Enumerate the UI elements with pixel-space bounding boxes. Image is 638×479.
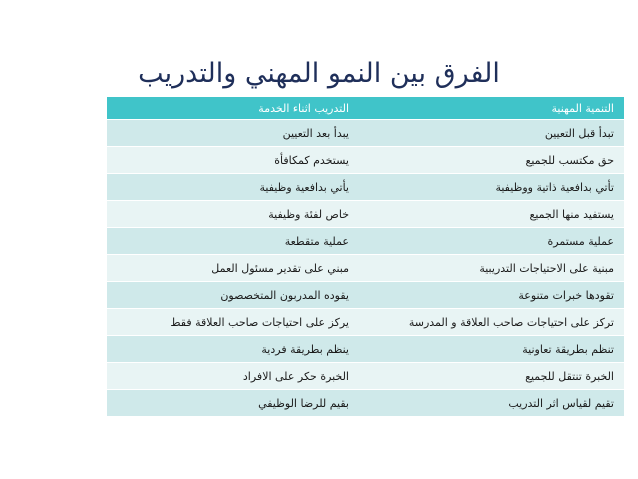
table-row	[107, 309, 624, 336]
table-cell: ينظم بطريقة فردية	[107, 336, 359, 363]
table-cell: تبدأ قبل التعيين	[359, 120, 624, 147]
table-row	[107, 390, 624, 417]
table-cell: حق مكتسب للجميع	[359, 147, 624, 174]
table-cell: تنظم بطريقة تعاونية	[359, 336, 624, 363]
table-cell: تأتي بدافعية ذاتية ووظيفية	[359, 174, 624, 201]
table-cell: تقودها خبرات متنوعة	[359, 282, 624, 309]
table-row	[107, 147, 624, 174]
table-cell: مبني على تقدير مسئول العمل	[107, 255, 359, 282]
table-row	[107, 255, 624, 282]
table-cell: يقوده المدربون المتخصصون	[107, 282, 359, 309]
table-cell: يأتي بدافعية وظيفية	[107, 174, 359, 201]
table-cell: يركز على احتياجات صاحب العلاقة فقط	[107, 309, 359, 336]
table-row	[107, 120, 624, 147]
comparison-table-container	[107, 97, 624, 417]
header-in-service-training: التدريب اثناء الخدمة	[107, 97, 359, 120]
table-cell: الخبرة تنتقل للجميع	[359, 363, 624, 390]
slide-title: الفرق بين النمو المهني والتدريب	[138, 58, 500, 89]
table-cell: يستفيد منها الجميع	[359, 201, 624, 228]
table-cell: تركز على احتياجات صاحب العلاقة و المدرسة	[359, 309, 624, 336]
comparison-table	[107, 97, 624, 417]
table-row	[107, 228, 624, 255]
table-cell: مبنية على الاحتياجات التدريبية	[359, 255, 624, 282]
table-row	[107, 363, 624, 390]
table-cell: تقيم لقياس اثر التدريب	[359, 390, 624, 417]
table-cell: عملية متقطعة	[107, 228, 359, 255]
table-row	[107, 336, 624, 363]
table-row	[107, 282, 624, 309]
table-row	[107, 174, 624, 201]
table-row	[107, 201, 624, 228]
table-cell: خاص لفئة وظيفية	[107, 201, 359, 228]
table-cell: بقيم للرضا الوظيفي	[107, 390, 359, 417]
table-cell: يستخدم كمكافأة	[107, 147, 359, 174]
table-header-row	[107, 97, 624, 120]
table-cell: عملية مستمرة	[359, 228, 624, 255]
table-cell: يبدأ بعد التعيين	[107, 120, 359, 147]
header-professional-development: التنمية المهنية	[359, 97, 624, 120]
table-cell: الخبرة حكر على الافراد	[107, 363, 359, 390]
